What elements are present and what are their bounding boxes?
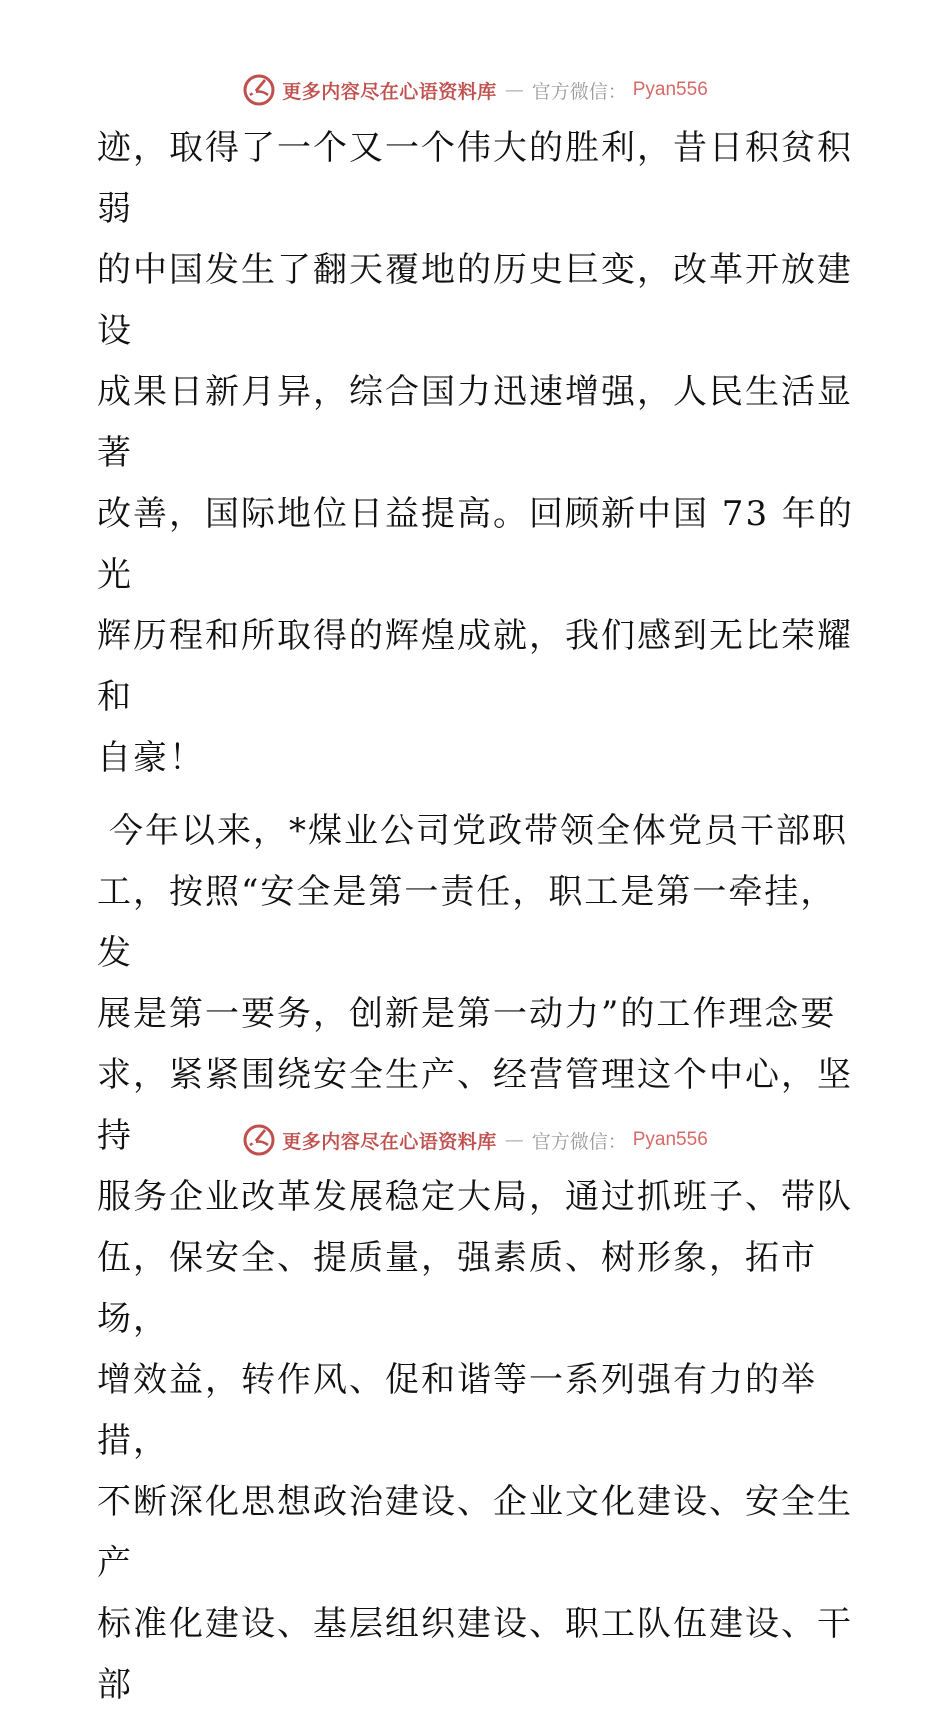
book-quill-logo-icon — [242, 1123, 276, 1157]
header-banner — [0, 70, 950, 110]
header-brand-text: 更多内容尽在心语资料库 — [282, 80, 497, 103]
header-wechat-id: Pyan556 — [632, 79, 708, 100]
header-dash: — — [504, 79, 524, 101]
footer-official-label: 官方微信： — [531, 1130, 627, 1153]
footer-wechat-id: Pyan556 — [632, 1129, 708, 1150]
header-official-label: 官方微信： — [531, 80, 627, 103]
footer-brand-text: 更多内容尽在心语资料库 — [282, 1130, 497, 1153]
document-body — [97, 118, 857, 1716]
body-paragraph-1: 迹，取得了一个又一个伟大的胜利，昔日积贫积弱 的中国发生了翻天覆地的历史巨变，改革开放建设 成果日新月异，综合国力迅速增强，人民生活显著 改善，国际地位日益提高。回顾新中国 73 年的光 辉历程和所取得的辉煌成就，我们感到无比荣耀和 自豪！ — [97, 128, 854, 778]
body-paragraph-2: 今年以来，*煤业公司党政带领全体党员干部职 工，按照“安全是第一责任，职工是第一牵挂，发 展是第一要务，创新是第一动力”的工作理念要 求，紧紧围绕安全生产、经营管理这个中心，坚持 服务企业改革发展稳定大局，通过抓班子、带队 伍，保安全、提质量，强素质、树形象，拓市场， 增效益，转作风、促和谐等一系列强有力的举措， 不断深化思想政治建设、企业文化建设、安全生产 标准化建设、基层组织建设、职工队伍建设、干部 — [97, 811, 853, 1705]
footer-banner — [0, 1120, 950, 1160]
book-quill-logo-icon — [242, 73, 276, 107]
footer-dash: — — [504, 1129, 524, 1151]
